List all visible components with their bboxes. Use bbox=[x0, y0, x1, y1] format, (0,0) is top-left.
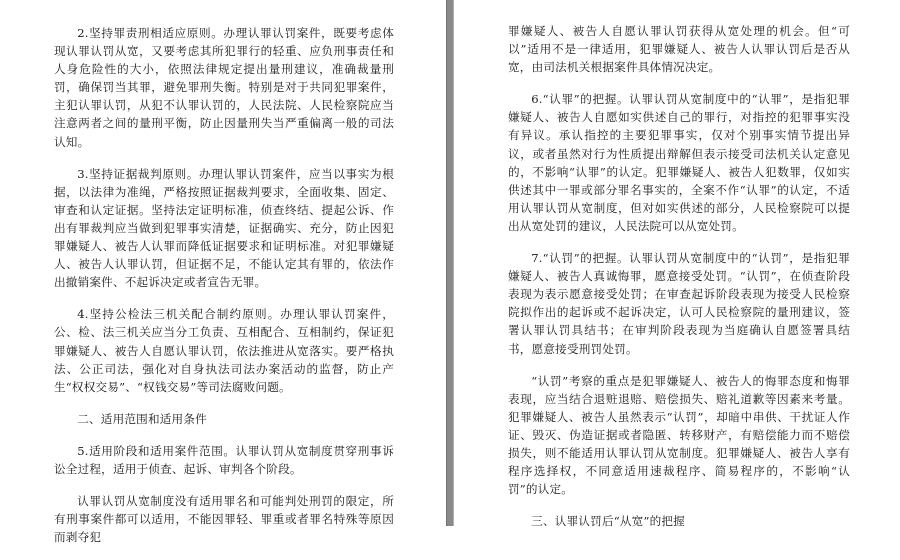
paragraph-admit-guilt-6: 6.“认罪”的把握。认罪认罚从宽制度中的“认罪”，是指犯罪嫌疑人、被告人自愿如实供述自己的罪行，对指控的犯罪事实没有异议。承认指控的主要犯罪事实，仅对个别事实情节提出异议，或者虽然对行为性质提出辩解但表示接受司法机关认定意见的，不影响“认罪”的认定。犯罪嫌疑人、被告人犯数罪，仅如实供述其中一罪或部分罪名事实的，全案不作“认罪”的认定，不适用认罪认罚从宽制度，但对如实供述的部分，人民检察院可以提出从宽处罚的建议，人民法院可以从宽处罚。 bbox=[508, 92, 850, 233]
paragraph-principle-4: 4.坚持公检法三机关配合制约原则。办理认罪认罚案件，公、检、法三机关应当分工负责、互相配合、互相制约，保证犯罪嫌疑人、被告人自愿认罪认罚，依法推进从宽落实。要严格执法、公正司法，强化对自身执法司法办案活动的监督，防止产生“权权交易”、“权钱交易”等司法腐败问题。 bbox=[54, 307, 394, 394]
section-heading-scope: 二、适用范围和适用条件 bbox=[77, 411, 207, 426]
page-text-body bbox=[54, 24, 394, 560]
paragraph-accept-punishment-7: 7.“认罚”的把握。认罪认罚从宽制度中的“认罚”，是指犯罪嫌疑人、被告人真诚悔罪，愿意接受处罚。“认罚”，在侦查阶段表现为表示愿意接受处罚；在审查起诉阶段表现为接受人民检察院拟作出的起诉或不起诉决定，认可人民检察院的量刑建议，签署认罪认罚具结书；在审判阶段表现为当庭确认自愿签署具结书，愿意接受刑罚处罚。 bbox=[508, 251, 850, 356]
paragraph-principle-3: 3.坚持证据裁判原则。办理认罪认罚案件，应当以事实为根据，以法律为准绳，严格按照证据裁判要求，全面收集、固定、审查和认定证据。坚持法定证明标准，侦查终结、提起公诉、作出有罪裁判应当做到犯罪事实清楚，证据确实、充分，防止因犯罪嫌疑人、被告人认罪而降低证据要求和证明标准。对犯罪嫌疑人、被告人认罪认罚，但证据不足，不能认定其有罪的，依法作出撤销案件、不起诉决定或者宣告无罪。 bbox=[54, 166, 394, 290]
page-text-body bbox=[508, 22, 850, 544]
paragraph-principle-2: 2.坚持罪责刑相适应原则。办理认罪认罚案件，既要考虑体现认罪认罚从宽，又要考虑其所犯罪行的轻重、应负刑事责任和人身危险性的大小，依照法律规定提出量刑建议，准确裁量刑罚，确保罚当其罪，避免罪刑失衡。特别是对于共同犯罪案件，主犯认罪认罚，从犯不认罪认罚的，人民法院、人民检察院应当注意两者之间的量刑平衡，防止因量刑失当严重偏离一般的司法认知。 bbox=[54, 26, 394, 149]
paragraph-scope-5: 5.适用阶段和适用案件范围。认罪认罚从宽制度贯穿刑事诉讼全过程，适用于侦查、起诉、审判各个阶段。 bbox=[54, 443, 394, 476]
section-heading-leniency: 三、认罪认罚后“从宽”的把握 bbox=[531, 514, 685, 529]
document-page-left bbox=[0, 0, 446, 545]
paragraph-accept-punishment-focus: “认罚”考察的重点是犯罪嫌疑人、被告人的悔罪态度和悔罪表现，应当结合退赃退赔、赔偿损失、赔礼道歉等因素来考量。犯罪嫌疑人、被告人虽然表示“认罚”，却暗中串供、干扰证人作证、毁灭、伪造证据或者隐匿、转移财产，有赔偿能力而不赔偿损失，则不能适用认罪认罚从宽制度。犯罪嫌疑人、被告人享有程序选择权，不同意适用速裁程序、简易程序的，不影响“认罚”的认定。 bbox=[508, 373, 850, 497]
document-page-right bbox=[454, 0, 900, 529]
paragraph-scope-continued: 认罪认罚从宽制度没有适用罪名和可能判处刑罚的限定，所有刑事案件都可以适用，不能因罪轻、罪重或者罪名特殊等原因而剥夺犯 bbox=[54, 494, 394, 545]
paragraph-continuation: 罪嫌疑人、被告人自愿认罪认罚获得从宽处理的机会。但“可以”适用不是一律适用，犯罪嫌疑人、被告人认罪认罚后是否从宽，由司法机关根据案件具体情况决定。 bbox=[508, 24, 850, 75]
page-gutter-scrollbar[interactable] bbox=[446, 0, 454, 526]
